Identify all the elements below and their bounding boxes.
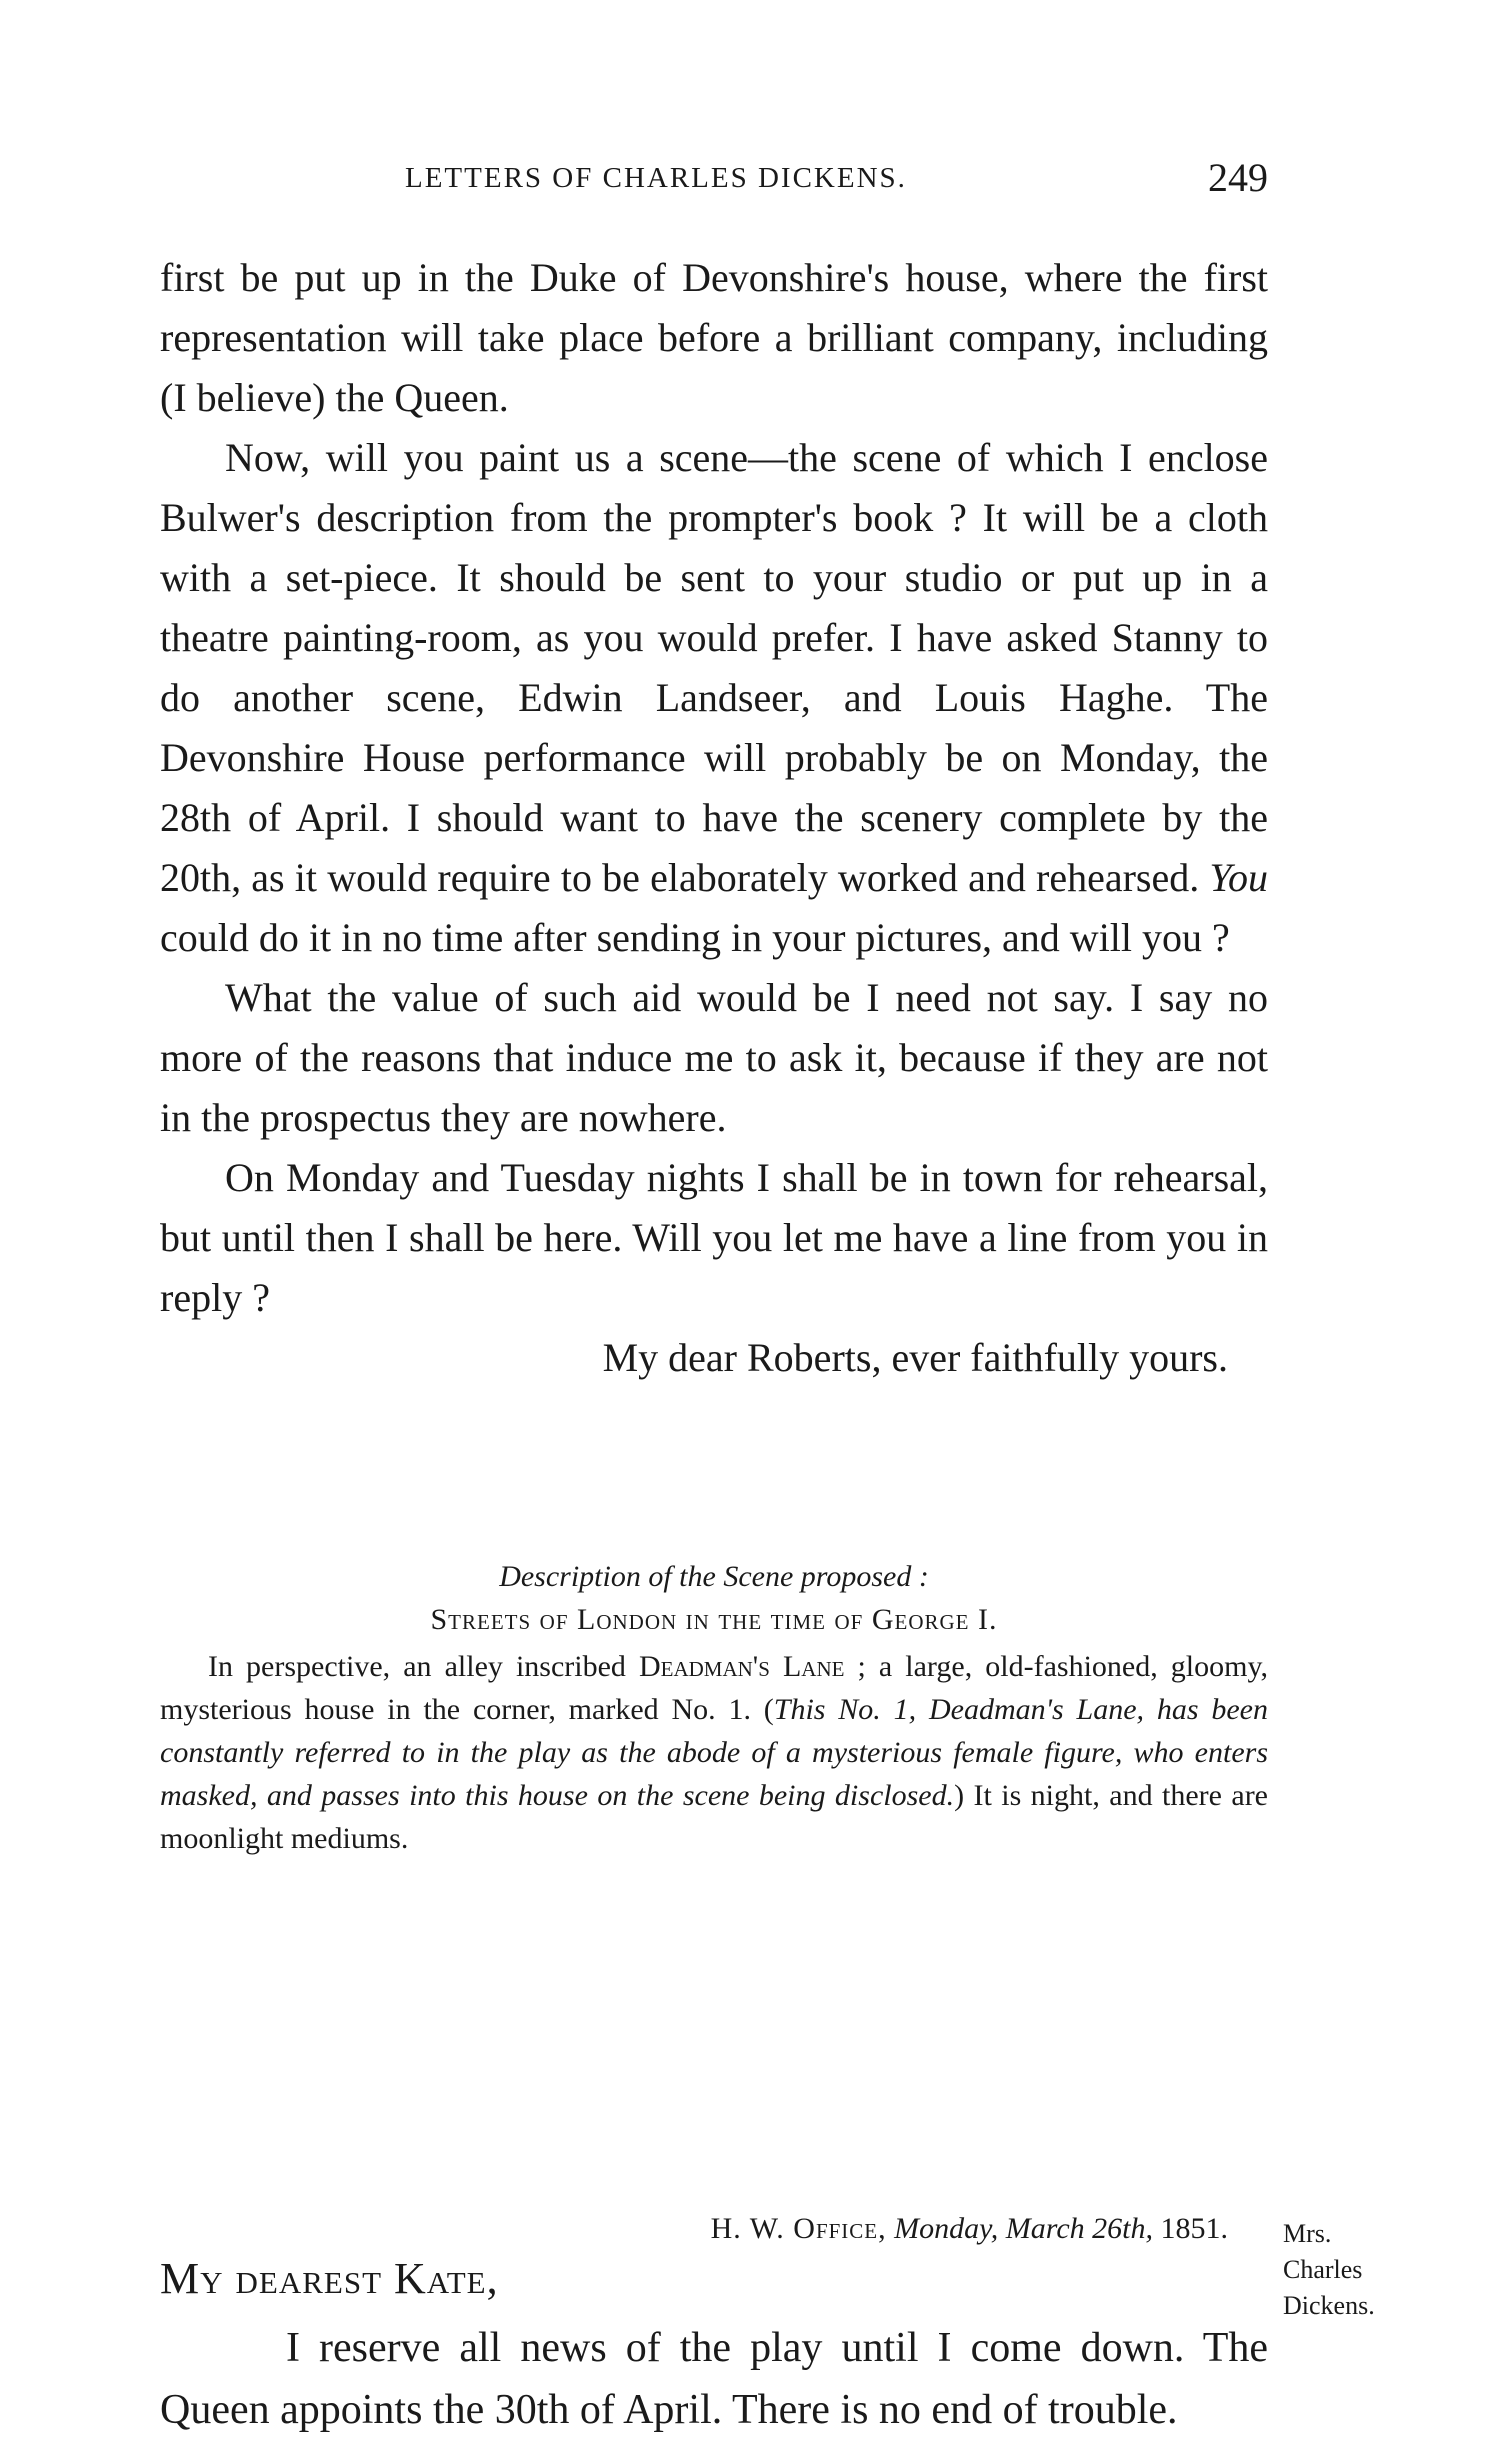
- italic-note: This No. 1, Deadman's Lane, has been constantly referred to in the play as the abode of a mysterious female figure, who enters masked, and passes into this house on the scene being disclosed.: [160, 1693, 1268, 1812]
- paragraph: What the value of such aid would be I need not say. I say no more of the reasons that induce me to ask it, because if they are not in the prospectus they are nowhere.: [160, 975, 1268, 1140]
- letter-to-kate: [160, 2317, 1268, 2441]
- emphasis: You: [1209, 855, 1268, 900]
- scene-description: [160, 1555, 1268, 1860]
- dateline: H. W. Office, Monday, March 26th, 1851.: [710, 2212, 1228, 2245]
- scene-body: In perspective, an alley inscribed Deadman's Lane ; a large, old-fashioned, gloomy, mysterious house in the corner, marked No. 1. (This No. 1, Deadman's Lane, has been constantly referred to in the play as the abode of a mysterious female figure, who enters masked, and passes into this house on the scene being disclosed.) It is night, and there are moonlight mediums.: [160, 1650, 1269, 1855]
- scene-caption: Description of the Scene proposed :: [499, 1560, 929, 1593]
- running-title: LETTERS OF CHARLES DICKENS.: [405, 162, 907, 194]
- page-number: 249: [1208, 155, 1268, 200]
- page-header: [160, 155, 1268, 208]
- paragraph: I reserve all news of the play until I come down. The Queen appoints the 30th of April. There is no end of trouble.: [160, 2325, 1268, 2433]
- recipient-margin-note: Mrs. Charles Dickens.: [1283, 2219, 1375, 2320]
- salutation: My dearest Kate,: [160, 2254, 499, 2303]
- paragraph: On Monday and Tuesday nights I shall be in town for rehearsal, but until then I shall be here. Will you let me have a line from you in reply ?: [160, 1155, 1268, 1320]
- lane-name: Deadman's Lane: [638, 1650, 845, 1683]
- paragraph: first be put up in the Duke of Devonshire's house, where the first representation will take place before a brilliant company, including (I believe) the Queen.: [160, 255, 1268, 420]
- scene-title: Streets of London in the time of George I.: [430, 1603, 998, 1636]
- paragraph: Now, will you paint us a scene—the scene of which I enclose Bulwer's description from the prompter's book ? It will be a cloth with a set-piece. It should be sent to your studio or put up in a theatre painting-room, as you would prefer. I have asked Stanny to do another scene, Edwin Landseer, and Louis Haghe. The Devonshire House performance will probably be on Monday, the 28th of April. I should want to have the scenery complete by the 20th, as it would require to be elaborately worked and rehearsed. You could do it in no time after sending in your pictures, and will you ?: [160, 435, 1268, 960]
- letter-signoff: My dear Roberts, ever faithfully yours.: [602, 1335, 1228, 1380]
- letter-to-roberts: [160, 248, 1268, 1388]
